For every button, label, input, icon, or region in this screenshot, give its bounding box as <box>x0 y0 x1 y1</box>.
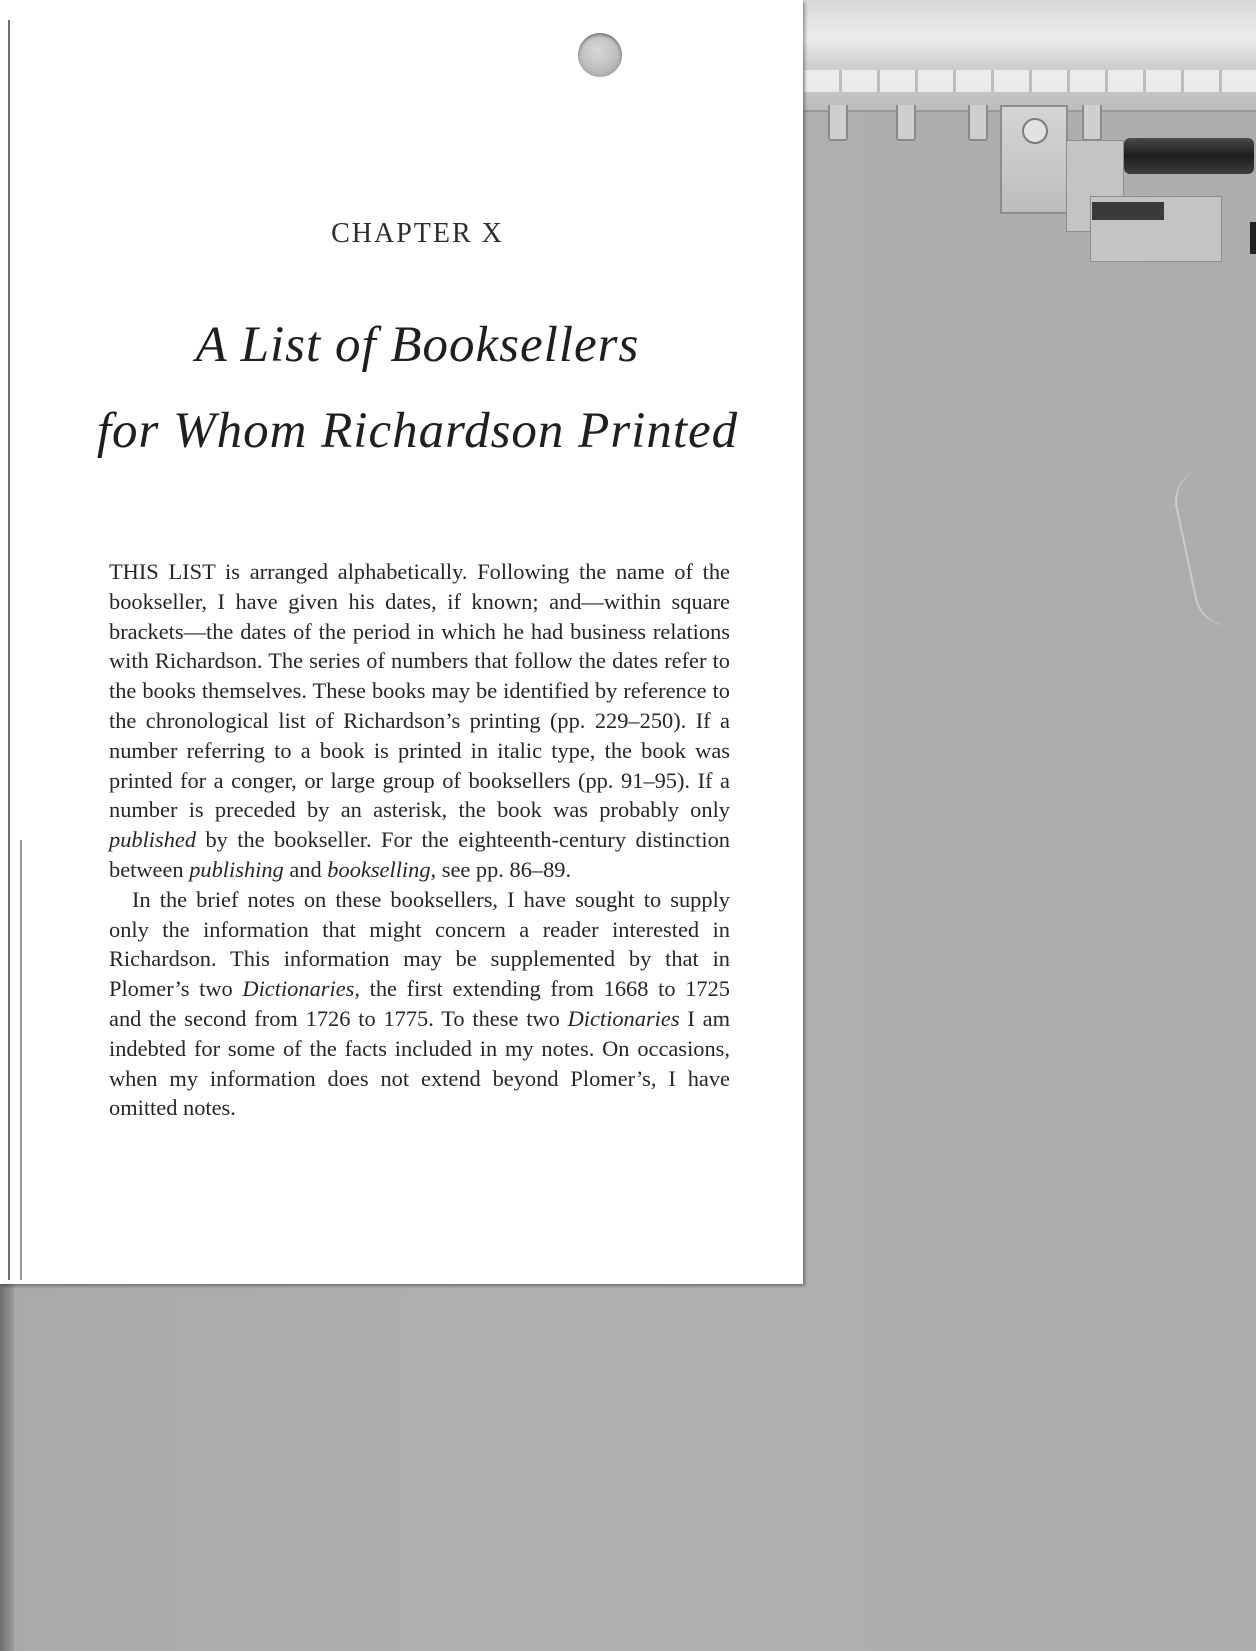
binder-roller <box>1124 138 1254 174</box>
chapter-title-line-1: A List of Booksellers <box>195 317 640 373</box>
text-segment: THIS LIST is arranged alphabetically. Following the name of the bookseller, I have given his dates, if known; and—within square brackets—the dates of the period in which he had business relations with Richardson. The series of numbers that follow the dates refer to the books themselves. These books may be identified by reference to the chronological list of Richardson’s printing (pp. 229–250). If a number referring to a book is printed in italic type, the book was printed for a conger, or large group of booksellers (pp. 91–95). If a number is preceded by an asterisk, the book was probably only <box>109 559 730 823</box>
binder-tooth <box>1082 105 1102 141</box>
paragraph <box>109 557 730 885</box>
body-text <box>109 557 730 1123</box>
binder-tooth <box>896 105 916 141</box>
italic-segment: Dictionaries <box>567 1005 680 1031</box>
text-segment: In the brief notes on these booksellers, I have sought to supply only the information that might concern a reader interested in Richardson. This information may be supplemented by that in Plomer’s two <box>109 886 730 1002</box>
italic-segment: publishing <box>189 856 284 882</box>
binder-rail <box>795 0 1256 112</box>
book-page <box>0 0 803 1284</box>
text-segment: and <box>283 856 328 882</box>
edge-mark <box>1250 222 1256 254</box>
binder-tooth <box>968 105 988 141</box>
text-segment: , see pp. 86–89. <box>430 856 572 882</box>
page-binding-edge <box>20 840 22 1280</box>
italic-segment: bookselling <box>327 856 431 882</box>
binder-ring-icon <box>1022 118 1048 144</box>
chapter-title-line-2: for Whom Richardson Printed <box>96 403 739 459</box>
page-stack-edge <box>0 1284 14 1651</box>
text-segment: by the bookseller. For the eighteenth-century distinction between <box>109 827 730 882</box>
punch-hole-icon <box>578 33 622 77</box>
text-segment: I am indebted for some of the facts included in my notes. On occasions, when my information does not extend beyond Plomer’s, I have omitted notes. <box>109 1005 730 1121</box>
binder-bar <box>1092 202 1164 220</box>
italic-segment: Dictionaries <box>242 976 355 1002</box>
binder-tooth <box>828 105 848 141</box>
page-binding-edge <box>8 20 10 1280</box>
text-segment: , the first extending from 1668 to 1725 and the second from 1726 to 1775. To these two <box>109 976 730 1031</box>
chapter-label: CHAPTER X <box>331 218 504 249</box>
italic-segment: published <box>109 827 197 853</box>
paragraph <box>109 885 730 1123</box>
